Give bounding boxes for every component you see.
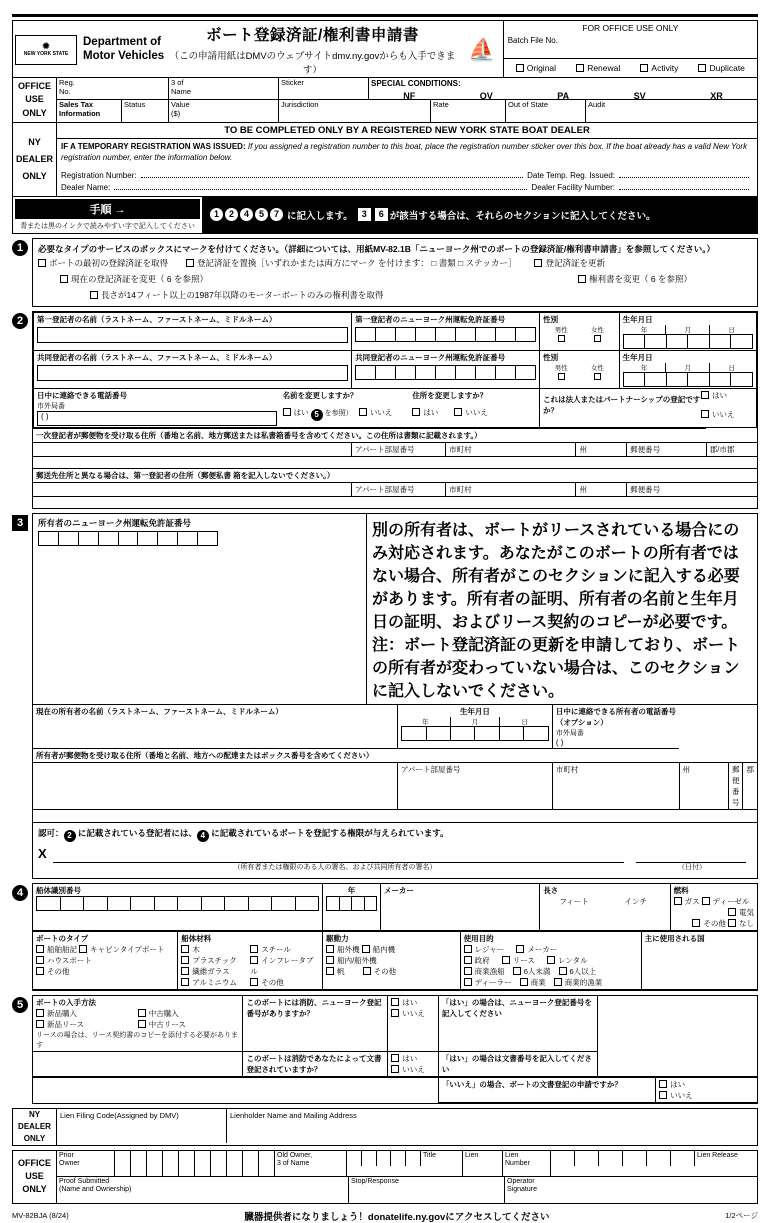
section-2-number: 2 [12,313,28,329]
field-daytime-phone[interactable]: 日中に連絡できる電話番号 市外局番 ( ) 名前を変更しますか？ はい 5 を参照） いいえ 住所を変更しますか？ はい いいえ [34,388,540,427]
checkbox-box[interactable] [520,978,528,986]
partner-no[interactable]: いいえ [701,409,753,420]
input-coowner-name[interactable] [37,365,348,381]
field-use[interactable]: 使用目的 レジャー メーカー 政府 リース レンタル 商業漁船 6人未満 6人以上 ディーラー 商業 商業的漁業 [460,931,641,989]
field-proof-submitted[interactable]: Proof Submitted (Name and Ownership) [57,1177,349,1203]
checkbox-box[interactable] [692,919,700,927]
input-make[interactable] [384,896,536,911]
field-sticker[interactable]: Sticker [279,78,369,100]
input-old-owner[interactable] [347,1151,421,1166]
acquire-used-purchase[interactable]: 中古購入 [138,1008,240,1019]
answer-q3[interactable] [656,1077,757,1102]
input-dealer-name[interactable] [114,183,527,190]
checkbox-box[interactable] [464,978,472,986]
fuel-none[interactable]: なし [728,919,754,928]
input-coowner-license[interactable] [355,365,536,380]
input-owner-license[interactable] [38,531,218,546]
option-first-registration[interactable]: ボートの最初の登録済証を取得 [38,257,168,270]
field-lease-note [33,1051,243,1076]
dealer-instructions: IF A TEMPORARY REGISTRATION WAS ISSUED: If you assigned a registration number to this boat, place the registration number sticker over this box. If the boat already has a valid New York registration number, enter the information below. [61,142,748,162]
col-city-2[interactable]: 市町村 [446,482,576,496]
section-5-q3-row [12,1077,758,1104]
checkbox-box[interactable] [701,391,709,399]
input-registration-number[interactable] [141,171,524,178]
field-owner-phone[interactable]: 日中に連絡できる所有者の電話番号（オプション） 市外局番 ( ) [552,705,679,749]
checkbox-box[interactable] [250,956,258,964]
field-audit[interactable]: Audit [588,100,606,109]
lien-stub: NY DEALER ONLY [13,1109,57,1145]
q3-yes[interactable]: はい [659,1079,754,1090]
header [12,20,758,234]
section-1 [12,238,758,307]
checkbox-duplicate[interactable]: Duplicate [698,63,744,73]
checkbox-box[interactable] [60,275,68,283]
section-2-address-table [33,428,757,509]
namechange-no[interactable]: いいえ [359,408,393,417]
office-use-strip [13,77,757,122]
fuel-other[interactable]: その他 [692,919,726,928]
field-old-owner[interactable]: Old Owner, 3 of Name [275,1151,347,1176]
boattype-house[interactable]: ハウスボート [36,956,92,965]
checkbox-box[interactable] [659,1091,667,1099]
input-hin[interactable] [36,896,319,911]
field-stop-response[interactable]: Stop/Response [349,1177,505,1203]
col-owner-apt[interactable]: アパート部屋番号 [398,763,553,810]
lien-section [12,1108,758,1146]
section-2 [12,311,758,510]
use-commercial-fishery[interactable]: 商業的漁業 [554,978,603,987]
boattype-open[interactable]: 船舶舶記 [36,945,77,954]
field-jurisdiction[interactable]: Jurisdiction [279,100,431,122]
answer-q2[interactable] [388,1051,439,1076]
agency-name: Department of Motor Vehicles [83,36,165,62]
section-2-table [33,312,757,428]
section-5-table [33,996,757,1077]
field-3-of-name[interactable]: 3 of Name [169,78,279,100]
field-lien-filing-code[interactable]: Lien Filing Code(Assigned by DMV) [57,1109,227,1143]
section-3-number: 3 [12,515,28,531]
checkbox-box[interactable] [250,945,258,953]
section-1-heading: 必要なタイプのサービスのボックスにマークを付けてください。（詳細については、用紙MV-82.1B「ニューヨーク州でのボートの登録済証/権利書申請書」を参照してください。） [38,243,715,254]
section-3-heading: 所有者のニューヨーク州運転免許証番号 [38,518,192,529]
col-owner-state[interactable]: 州 [679,763,728,810]
note-signature: （所有者または権限のある人の署名、および共同所有者の署名） [233,864,437,872]
section-4 [12,883,758,991]
field-hull-material[interactable]: 船体材料 木 プラスチック 繊維ガラス アルミニウム スチール インフレータブル その他 [178,931,323,989]
note-q1-yes: 「はい」の場合は、ニューヨーク登記番号を記入してください [438,996,597,1052]
field-out-of-state[interactable]: Out of State [506,100,586,122]
use-commercial-fishing[interactable]: 商業漁船 [464,967,505,976]
checkbox-box[interactable] [554,978,562,986]
field-prior-owner[interactable]: Prior Owner [57,1151,115,1176]
material-wood[interactable]: 木 [181,944,250,955]
section-1-number: 1 [12,240,28,256]
checkbox-box[interactable] [359,408,367,416]
material-fiberglass[interactable]: 繊維ガラス [181,966,250,977]
checkbox-male[interactable] [558,335,565,342]
checkbox-box[interactable] [391,1009,399,1017]
use-commercial[interactable]: 商業 [520,978,546,987]
input-mail-row[interactable] [33,456,757,468]
checkbox-box[interactable] [326,945,334,953]
section-3 [12,513,758,879]
field-lien[interactable]: Lien [463,1151,503,1176]
power-outboard[interactable]: 船外機 [326,945,360,954]
input-owner-signature[interactable] [53,851,624,863]
checkbox-box[interactable] [181,956,189,964]
checkbox-box[interactable] [674,897,682,905]
checkbox-original[interactable]: Original [516,63,556,73]
use-dealer[interactable]: ディーラー [464,978,512,987]
page-title: ボート登録済証/権利書申請書 [206,27,419,44]
section-5-number: 5 [12,997,28,1013]
section-3-table [33,704,757,822]
answer-q1[interactable] [388,996,439,1052]
label-mailing-address: 一次登記者が郵便物を受け取る住所（番地と名前、地方郵送または私書箱番号を含めてください。この住所は書類に記載されます。） [33,428,706,442]
boattype-other[interactable]: その他 [36,967,70,976]
donate-life-message: 臓器提供者になりましょう！donatelife.ny.govにアクセスしてください [244,1211,550,1223]
power-sail[interactable]: 帆 [326,967,345,976]
partner-yes[interactable]: はい [701,390,753,401]
input-res-row[interactable] [33,496,757,508]
checkbox-box[interactable] [701,410,709,418]
input-daytime-phone[interactable]: ( ) [37,411,277,426]
checkbox-box[interactable] [464,967,472,975]
question-ny-reg-number[interactable]: このボートには消防、ニューヨーク登記番号がありますか？ [243,996,388,1052]
option-renew-registration[interactable]: 登記済証を更新 [534,257,605,270]
ny-dealer-section [13,122,757,196]
tejun-note: 青または黒のインクで読みやすい字で記入してください [20,222,195,230]
input-primary-name[interactable] [37,327,348,343]
field-operator-signature[interactable]: Operator Signature [507,1177,537,1193]
input-res-street[interactable] [33,482,352,496]
col-zip-2[interactable]: 郵便番号 [627,482,757,496]
input-dealer-facility-number[interactable] [619,183,749,190]
col-state[interactable]: 州 [576,442,627,456]
question-apply-documentation[interactable]: 「いいえ」の場合、ボートの文書登記の申請ですか？ [438,1077,655,1102]
use-rental[interactable]: レンタル [547,956,588,965]
input-lien-number[interactable] [551,1151,695,1166]
field-primary-dob[interactable]: 生年月日 年 月 日 [619,312,756,350]
namechange-yes[interactable]: はい [283,408,309,417]
col-city[interactable]: 市町村 [446,442,576,456]
checkbox-female[interactable] [594,335,601,342]
use-lease[interactable]: リース [502,956,535,965]
use-pleasure[interactable]: レジャー [464,945,505,954]
label-owner-mailing: 所有者が郵便物を受け取る住所（番地と名前、地方への配達またはボックス番号を含めてください） [33,749,679,763]
office-bottom-stub: OFFICE USE ONLY [13,1151,57,1203]
checkbox-box[interactable] [502,956,510,964]
field-reg-no[interactable]: Reg. No. [57,78,169,100]
material-aluminum[interactable]: アルミニウム [181,977,250,988]
addrchange-no[interactable]: いいえ [454,408,488,417]
field-power[interactable]: 駆動力 船外機 船内機 船内/船外機 帆 その他 [323,931,461,989]
footer [12,1209,758,1223]
checkbox-box[interactable] [559,967,567,975]
checkbox-box[interactable] [38,259,46,267]
checkbox-box[interactable] [181,967,189,975]
checkbox-box[interactable] [391,998,399,1006]
checkbox-box[interactable] [516,64,524,72]
checkbox-box[interactable] [362,945,370,953]
checkbox-box[interactable] [576,64,584,72]
checkbox-renewal[interactable]: Renewal [576,63,620,73]
dealer-title: TO BE COMPLETED ONLY BY A REGISTERED NEW YORK STATE BOAT DEALER [57,123,757,139]
field-value[interactable]: Value ($) [169,100,279,122]
input-date-temp-reg[interactable] [619,171,749,178]
col-zip[interactable]: 郵便番号 [627,442,707,456]
page-number: 1/2ページ [725,1211,758,1221]
field-lienholder[interactable]: Lienholder Name and Mailing Address [230,1110,357,1120]
checkbox-female[interactable] [594,373,601,380]
material-inflatable[interactable]: インフレータブル [250,955,314,976]
field-primary-sex[interactable]: 性別 男性 女性 [540,312,620,350]
office-use-stub: OFFICE USE ONLY [13,78,57,122]
q2-yes[interactable]: はい [391,1053,435,1064]
acquire-used-lease[interactable]: 中古リース [138,1019,240,1030]
label-dealer-name: Dealer Name: [61,182,111,192]
acquire-new-lease[interactable]: 新品リース [36,1019,138,1030]
power-inboard[interactable]: 船内機 [362,945,396,954]
checkbox-box[interactable] [702,897,710,905]
field-coowner-sex[interactable]: 性別 男性 女性 [540,350,620,388]
label-date-temp-reg: Date Temp. Reg. Issued: [527,170,615,180]
checkbox-box[interactable] [186,259,194,267]
checkbox-box[interactable] [464,945,472,953]
checkbox-box[interactable] [250,978,258,986]
section-4-top [33,884,757,931]
section-3-note: 別の所有者は、ボートがリースされている場合にのみ対応されます。あなたがこのボートの所有者ではない場合、所有者がこのセクションに記入する必要があります。所有者の証明、所有者の名前と生年月日の証明、およびリース契約のコピーが必要です。注：ボート登記済証の更新を申請しており、ボートの所有者が変わっていない場合は、このセクションに記入しないでください。 [366,514,757,704]
material-plastic[interactable]: プラスチック [181,955,250,966]
question-documented[interactable]: このボートは消防であなたによって文書登記されていますか？ [243,1051,388,1076]
checkbox-box[interactable] [391,1054,399,1062]
power-inboard-outboard[interactable]: 船内/船外機 [326,956,377,965]
fuel-electric[interactable]: 電気 [728,908,754,917]
special-letters: NF OV PA SV XR [403,90,723,101]
checkbox-box[interactable] [640,64,648,72]
checkbox-box[interactable] [728,919,736,927]
label-different-address: 郵送先住所と異なる場合は、第一登記者の住所（郵便私書 箱を記入しないでください。） [33,468,757,482]
use-6-or-more[interactable]: 6人以上 [559,967,597,976]
field-acquire-method[interactable]: ボートの入手方法 新品購入 新品リース 中古購入 中古リース リースの場合は、リース契約書のコピーを添付する必要があります [33,996,243,1052]
input-owner-dob[interactable] [401,726,549,741]
checkbox-box[interactable] [363,967,371,975]
field-boat-type[interactable]: ボートのタイプ 船舶舶記 キャビンタイプボート ハウスボート その他 [33,931,178,989]
col-apt[interactable]: アパート部屋番号 [352,442,446,456]
field-year[interactable]: 年 [323,884,381,931]
use-under-6[interactable]: 6人未満 [513,967,551,976]
input-coowner-dob[interactable] [623,372,753,387]
office-bottom-section [12,1150,758,1204]
checkbox-box[interactable] [36,956,44,964]
field-title[interactable]: Title [421,1151,463,1176]
checkbox-box[interactable] [79,945,87,953]
material-steel[interactable]: スチール [250,944,319,955]
ny-dealer-stub: NY DEALER ONLY [13,123,57,196]
field-current-owner-name[interactable]: 現在の所有者の名前（ラストネーム、ファーストネーム、ミドルネーム） [33,705,398,749]
field-lien-number[interactable]: Lien Number [503,1151,551,1176]
q1-yes[interactable]: はい [391,997,435,1008]
input-primary-dob[interactable] [623,334,753,349]
q3-spacer [33,1077,438,1102]
fuel-gas[interactable]: ガス [674,897,700,906]
form-id: MV-82BJA (8/24) [12,1211,69,1221]
col-apt-2[interactable]: アパート部屋番号 [352,482,446,496]
q1-no[interactable]: いいえ [391,1008,435,1019]
field-sales-tax-info[interactable]: Sales Tax Information [57,100,122,122]
q2-no[interactable]: いいえ [391,1064,435,1075]
q3-table [33,1077,757,1103]
checkbox-box[interactable] [578,275,586,283]
top-rule [12,14,758,17]
field-lien-release[interactable]: Lien Release [697,1151,738,1159]
checkbox-box[interactable] [138,1009,146,1017]
checkbox-box[interactable] [698,64,706,72]
checkbox-box[interactable] [90,291,98,299]
col-owner-county[interactable]: 郡 [743,763,757,810]
nys-logo [15,35,77,65]
page-subtitle: （この申請用紙はDMVのウェブサイトdmv.ny.govからも入手できます） [169,51,456,76]
input-owner-phone[interactable]: ( ) [555,738,564,748]
input-prior-owner[interactable] [115,1151,275,1177]
field-coowner-dob[interactable]: 生年月日 年 月 日 [619,350,756,388]
input-owner-street[interactable] [33,763,398,810]
checkbox-activity[interactable]: Activity [640,63,678,73]
col-owner-city[interactable]: 市町村 [552,763,679,810]
use-government[interactable]: 政府 [464,956,490,965]
checkbox-box[interactable] [547,956,555,964]
checkbox-box[interactable] [728,908,736,916]
checkbox-box[interactable] [454,408,462,416]
col-owner-zip[interactable]: 郵便番号 [728,763,743,810]
checkbox-box[interactable] [326,967,334,975]
section-4-bottom [33,931,757,990]
checkbox-box[interactable] [659,1080,667,1088]
input-signature-date[interactable] [636,851,746,863]
input-current-owner-name[interactable] [36,717,394,732]
section-5 [12,995,758,1078]
note-date: （日付） [678,864,706,872]
checkbox-male[interactable] [558,373,565,380]
checkbox-box[interactable] [181,978,189,986]
batch-file-no-label: Batch File No. [504,34,757,59]
use-manufacturer[interactable]: メーカー [516,945,557,954]
checkbox-box[interactable] [464,956,472,964]
boattype-cabin[interactable]: キャビンタイプボート [79,945,164,954]
input-q1-value[interactable] [598,996,757,1077]
signature-x: X [38,845,47,861]
checkbox-box[interactable] [283,408,291,416]
checkbox-box[interactable] [36,945,44,953]
field-fuel[interactable]: 燃料 ガス ディーゼル 電気 その他 なし [670,884,757,931]
label-dealer-facility-number: Dealer Facility Number: [531,182,615,192]
input-mail-street[interactable] [33,442,352,456]
option-change-registration[interactable]: 現在の登記済証を変更（ 6 を参照） [60,273,208,286]
sailboat-icon: ⛵ [467,36,496,62]
field-make[interactable]: メーカー [381,884,540,931]
label-registration-number: Registration Number: [61,170,137,180]
checkbox-box[interactable] [534,259,542,267]
input-primary-license[interactable] [355,327,536,342]
field-main-use-country[interactable]: 主に使用される国 [641,931,757,989]
q3-no[interactable]: いいえ [659,1090,754,1101]
field-coowner-license[interactable]: 共同登記者のニューヨーク州運転免許証番号 [352,350,540,388]
option-title-only[interactable]: 長さが14フィート以上の1987年以降のモーターボートのみの権利書を取得 [90,290,383,300]
field-partnership-question[interactable]: これは法人またはパートナーシップの登記ですか？ はい いいえ [540,388,757,427]
logo-glyph: ✹ [42,41,50,52]
checkbox-box[interactable] [391,1065,399,1073]
option-change-title[interactable]: 権利書を変更（ 6 を参照） [578,273,692,286]
acquire-new-purchase[interactable]: 新品購入 [36,1008,138,1019]
instructions-bar [13,196,757,234]
material-other[interactable]: その他 [250,977,319,988]
checkbox-box[interactable] [412,408,420,416]
checkbox-box[interactable] [36,967,44,975]
instructions-text: 1 2 4 5 7 に記入します。 3 6 が該当する場合は、それらのセクションに記入してください。 [203,197,757,233]
checkbox-box[interactable] [181,945,189,953]
section-3-certification: 認可： 2 に記載されている登記者には、 4 に記載されているボートを登記する権限が与えられています。 X （所有者または権限のある人の署名、および共同所有者の署名） （日付） [33,822,757,878]
checkbox-box[interactable] [326,956,334,964]
field-status[interactable]: Status [122,100,169,122]
office-use-header: FOR OFFICE USE ONLY [582,23,679,33]
header-checkboxes [504,59,757,77]
addrchange-yes[interactable]: はい [412,408,438,417]
tejun-banner: 手順 → [15,199,200,219]
logo-text: NEW YORK STATE [23,50,69,57]
input-owner-addr-row[interactable] [33,810,757,822]
field-owner-dob[interactable]: 生年月日 年 月 日 [398,705,553,749]
fuel-diesel[interactable]: ディーゼル [702,897,750,906]
col-county[interactable]: 郡/市郡 [706,442,757,456]
section-4-number: 4 [12,885,28,901]
col-state-2[interactable]: 州 [576,482,627,496]
note-q2-yes: 「はい」の場合は文書番号を記入してください [438,1051,597,1076]
note-lease-copy: リースの場合は、リース契約書のコピーを添付する必要があります [36,1031,239,1049]
field-special-conditions[interactable]: SPECIAL CONDITIONS: NF OV PA SV XR [369,78,757,100]
checkbox-box[interactable] [513,967,521,975]
field-hin[interactable]: 船体識別番号 [33,884,323,931]
option-replace-registration[interactable]: 登記済証を置換［いずれかまたは両方にマーク を付けます： □ 書類 □ ステッカー］ [186,257,516,270]
field-length[interactable]: 長さ フィート インチ [540,884,670,931]
input-year[interactable] [326,896,377,911]
checkbox-box[interactable] [36,1009,44,1017]
field-primary-name[interactable]: 第一登記者の名前（ラストネーム、ファーストネーム、ミドルネーム） [34,312,352,350]
field-primary-license[interactable]: 第一登記者のニューヨーク州運転免許証番号 [352,312,540,350]
field-coowner-name[interactable]: 共同登記者の名前（ラストネーム、ファーストネーム、ミドルネーム） [34,350,352,388]
field-rate[interactable]: Rate [431,100,506,122]
power-other[interactable]: その他 [363,967,397,976]
checkbox-box[interactable] [516,945,524,953]
